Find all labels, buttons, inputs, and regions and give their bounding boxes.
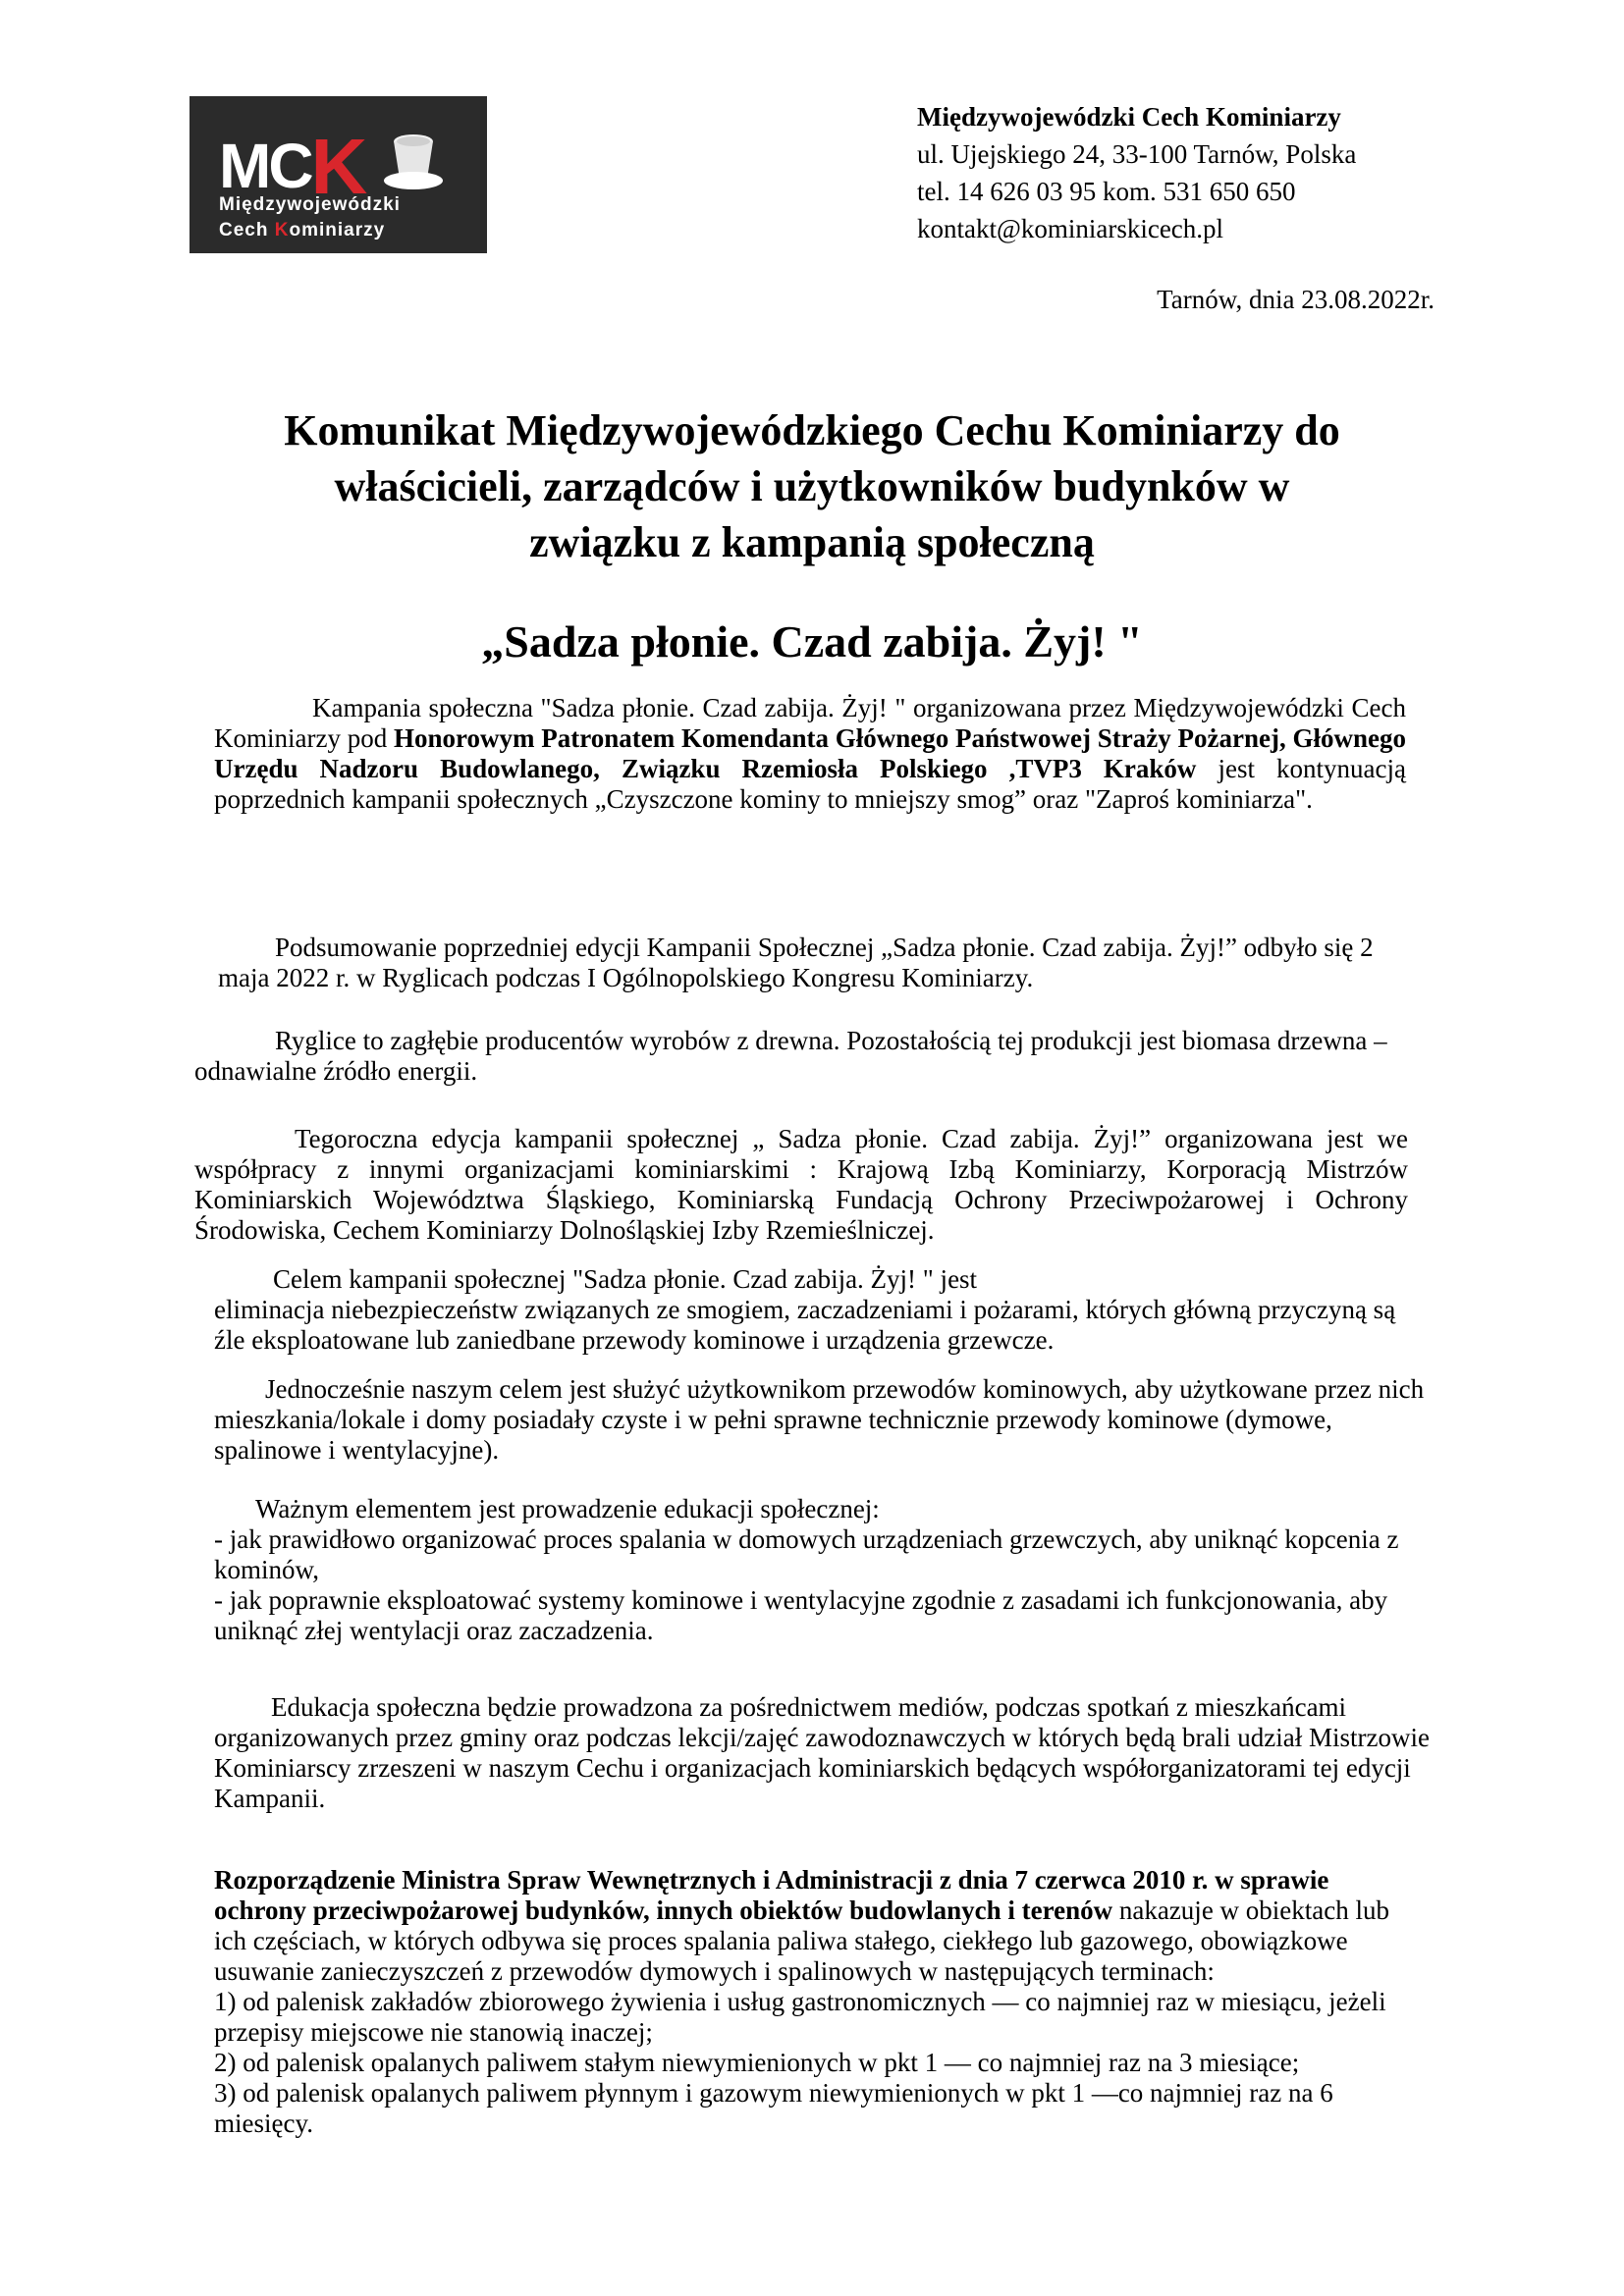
paragraph-ryglice [194, 1026, 1412, 1087]
document-date: Tarnów, dnia 23.08.2022r. [1157, 285, 1435, 314]
sender-block [917, 98, 1356, 247]
regulation-title: Rozporządzenie Ministra Spraw Wewnętrznych i Administracji z dnia 7 czerwca 2010 r. w sprawie ochrony przeciwpożarowej budynków, innych obiektów budowlanych i terenów [214, 1865, 1329, 1925]
title-line-3: związku z kampanią społeczną [529, 518, 1095, 566]
summary-text: Podsumowanie poprzedniej edycji Kampanii Społecznej „Sadza płonie. Czad zabija. Żyj!” odbyło się 2 maja 2022 r. w Ryglicach podczas I Ogólnopolskiego Kongresu Kominiarzy. [218, 933, 1374, 992]
sender-phone: tel. 14 626 03 95 kom. 531 650 650 [917, 177, 1296, 206]
education-intro: Ważnym elementem jest prowadzenie edukacji społecznej: [255, 1494, 880, 1523]
paragraph-education [214, 1494, 1432, 1646]
regulation-body [214, 1865, 1428, 1987]
regulation-block [214, 1865, 1428, 2139]
logo-line-2-a: Cech [219, 220, 275, 240]
sender-address: ul. Ujejskiego 24, 33-100 Tarnów, Polska [917, 139, 1357, 169]
logo-letter-k: K [310, 123, 365, 210]
cooperation-text: Tegoroczna edycja kampanii społecznej „ Sadza płonie. Czad zabija. Żyj!” organizowana jest we współpracy z innymi organizacjami kominiarskimi : Krajową Izbą Kominiarzy, Korporacją Mistrzów Kominiarskich Województwa Śląskiego, Kominiarską Fundacją Ochrony Przeciwpożarowej i Ochrony Środowiska, Cechem Kominiarzy Dolnośląskiej Izby Rzemieślniczej. [194, 1124, 1408, 1245]
logo-line-2-c: ominiarzy [289, 220, 386, 240]
paragraph-intro [214, 693, 1406, 815]
regulation-item-1: 1) od palenisk zakładów zbiorowego żywienia i usług gastronomicznych — co najmniej raz w miesiącu, jeżeli przepisy miejscowe nie stanowią inaczej; [214, 1987, 1386, 2047]
ryglice-text: Ryglice to zagłębie producentów wyrobów z drewna. Pozostałością tej produkcji jest biomasa drzewna – odnawialne źródło energii. [194, 1026, 1387, 1086]
intro-patronage: Honorowym Patronatem Komendanta Głównego Państwowej Straży Pożarnej, Głównego Urzędu Nadzoru Budowlanego, Związku Rzemiosła Polskiego ,TVP3 Kraków [214, 723, 1406, 783]
logo-line-2 [219, 220, 385, 241]
document-title [189, 402, 1435, 570]
paragraph-summary [218, 933, 1416, 993]
intro-text-a: Kampania społeczna "Sadza płonie. Czad zabija. Żyj! " organizowana przez Międzywojewódzki Cech Kominiarzy pod [214, 693, 1406, 753]
title-line-1: Komunikat Międzywojewódzkiego Cechu Kominiarzy do [284, 406, 1340, 454]
sender-email: kontakt@kominiarskicech.pl [917, 214, 1224, 243]
regulation-text: nakazuje w obiektach lub ich częściach, w których odbywa się proces spalania paliwa stałego, ciekłego lub gazowego, obowiązkowe usuwanie zanieczyszczeń z przewodów dymowych i spalinowych w następujących terminach: [214, 1896, 1390, 1986]
logo-line-2-k: K [274, 220, 290, 240]
goal-text: eliminacja niebezpieczeństw związanych ze smogiem, zaczadzeniami i pożarami, których główną przyczyną są źle eksploatowane lub zaniedbane przewody kominowe i urządzenia grzewcze. [214, 1295, 1396, 1355]
regulation-item-3: 3) od palenisk opalanych paliwem płynnym i gazowym niewymienionych w pkt 1 —co najmniej raz na 6 miesięcy. [214, 2078, 1333, 2138]
education-item-2: - jak poprawnie eksploatować systemy kominowe i wentylacyjne zgodnie z zasadami ich funkcjonowania, aby uniknąć złej wentylacji oraz zaczadzenia. [214, 1585, 1388, 1645]
top-hat-icon [376, 128, 445, 196]
channels-text: Edukacja społeczna będzie prowadzona za pośrednictwem mediów, podczas spotkań z mieszkańcami organizowanych przez gminy oraz podczas lekcji/zajęć zawodoznawczych w których będą brali udział Mistrzowie Kominiarscy zrzeszeni w naszym Cechu i organizacjach kominiarskich będących współorganizatorami tej edycji Kampanii. [214, 1692, 1430, 1813]
regulation-item-2: 2) od palenisk opalanych paliwem stałym niewymienionych w pkt 1 — co najmniej raz na 3 miesiące; [214, 2048, 1300, 2077]
title-line-2: właścicieli, zarządców i użytkowników budynków w [334, 462, 1290, 510]
goal-first-line: Celem kampanii społecznej "Sadza płonie. Czad zabija. Żyj! " jest [273, 1264, 978, 1294]
campaign-title: „Sadza płonie. Czad zabija. Żyj! " [481, 616, 1143, 667]
aim-text: Jednocześnie naszym celem jest służyć użytkownikom przewodów kominowych, aby użytkowane przez nich mieszkania/lokale i domy posiadały czyste i w pełni sprawne technicznie przewody kominowe (dymowe, spalinowe i wentylacyjne). [214, 1374, 1425, 1465]
guild-logo [189, 96, 487, 253]
paragraph-cooperation [194, 1124, 1408, 1246]
intro-text-b: jest kontynuacją poprzednich kampanii społecznych „Czyszczone kominy to mniejszy smog” oraz "Zaproś kominiarza". [214, 754, 1406, 814]
paragraph-channels [214, 1692, 1432, 1814]
education-item-1: - jak prawidłowo organizować proces spalania w domowych urządzeniach grzewczych, aby uniknąć kopcenia z kominów, [214, 1524, 1399, 1584]
paragraph-aim [214, 1374, 1432, 1466]
logo-letter-c: C [268, 131, 311, 201]
logo-line-1: Międzywojewódzki [219, 194, 401, 215]
paragraph-goal [214, 1264, 1432, 1356]
sender-name: Międzywojewódzki Cech Kominiarzy [917, 102, 1341, 132]
logo-letter-m: M [219, 131, 269, 201]
